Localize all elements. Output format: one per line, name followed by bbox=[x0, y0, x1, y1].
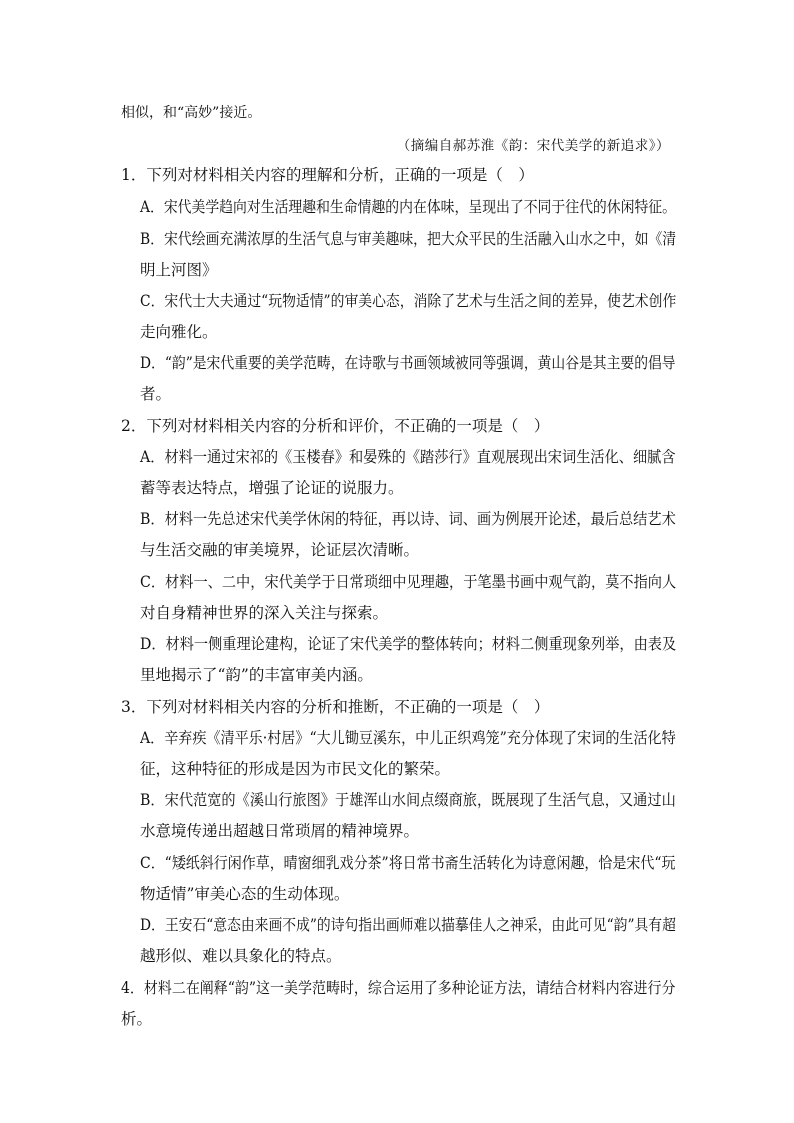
question-2-option-c-cont: 对自身精神世界的深入关注与探索。 bbox=[140, 604, 389, 622]
question-3-stem: 3．下列对材料相关内容的分析和推断，不正确的一项是（ ） bbox=[121, 698, 550, 716]
question-3-option-a: A．辛弃疾《清平乐·村居》“大儿锄豆溪东，中儿正织鸡笼”充分体现了宋词的生活化特 bbox=[140, 729, 676, 747]
question-2-stem: 2．下列对材料相关内容的分析和评价，不正确的一项是（ ） bbox=[121, 417, 550, 435]
source-citation: （摘编自郝苏淮《韵：宋代美学的新追求》） bbox=[396, 138, 670, 154]
question-1-option-d: D．“韵”是宋代重要的美学范畴，在诗歌与书画领域被同等强调，黄山谷是其主要的倡导 bbox=[140, 354, 676, 372]
question-3-option-d: D．王安石“意态由来画不成”的诗句指出画师难以描摹佳人之神采，由此可见“韵”具有超 bbox=[140, 916, 676, 934]
question-1-option-b-cont: 明上河图》 bbox=[140, 261, 218, 279]
question-2-option-d-cont: 里地揭示了“韵”的丰富审美内涵。 bbox=[140, 666, 373, 684]
question-1-option-c: C．宋代士大夫通过“玩物适情”的审美心态，消除了艺术与生活之间的差异，使艺术创作 bbox=[140, 292, 677, 310]
question-2-option-c: C．材料一、二中，宋代美学于日常琐细中见理趣，于笔墨书画中观气韵，莫不指向人 bbox=[140, 573, 677, 591]
question-2-option-a: A．材料一通过宋祁的《玉楼春》和晏殊的《踏莎行》直观展现出宋词生活化、细腻含 bbox=[140, 448, 676, 466]
question-2-option-b-cont: 与生活交融的审美境界，论证层次清晰。 bbox=[140, 541, 420, 559]
question-3-option-c-cont: 物适情”审美心态的生动体现。 bbox=[140, 885, 350, 903]
intro-line: 相似，和“高妙”接近。 bbox=[121, 105, 262, 121]
question-2-option-a-cont: 蓄等表达特点，增强了论证的说服力。 bbox=[140, 479, 404, 497]
question-3-option-b: B．宋代范宽的《溪山行旅图》于雄浑山水间点缀商旅，既展现了生活气息，又通过山 bbox=[140, 791, 676, 809]
question-1-option-b: B．宋代绘画充满浓厚的生活气息与审美趣味，把大众平民的生活融入山水之中，如《清 bbox=[140, 230, 677, 248]
question-4-stem: 4．材料二在阐释“韵”这一美学范畴时，综合运用了多种论证方法，请结合材料内容进行分 bbox=[121, 979, 676, 997]
question-4-stem-cont: 析。 bbox=[121, 1010, 153, 1028]
question-3-option-a-cont: 征，这种特征的形成是因为市民文化的繁荣。 bbox=[140, 760, 451, 778]
question-3-option-d-cont: 越形似、难以具象化的特点。 bbox=[140, 947, 342, 965]
question-1-stem: 1．下列对材料相关内容的理解和分析，正确的一项是（ ） bbox=[121, 166, 534, 184]
question-3-option-c: C．“矮纸斜行闲作草，晴窗细乳戏分茶”将日常书斋生活转化为诗意闲趣，恰是宋代“玩 bbox=[140, 854, 676, 872]
question-1-option-c-cont: 走向雅化。 bbox=[140, 323, 218, 341]
question-2-option-d: D．材料一侧重理论建构，论证了宋代美学的整体转向；材料二侧重现象列举，由表及 bbox=[140, 635, 677, 653]
question-1-option-a: A．宋代美学趋向对生活理趣和生命情趣的内在体味，呈现出了不同于往代的休闲特征。 bbox=[140, 198, 676, 216]
question-3-option-b-cont: 水意境传递出超越日常琐屑的精神境界。 bbox=[140, 822, 420, 840]
question-1-option-d-cont: 者。 bbox=[140, 385, 172, 403]
question-2-option-b: B．材料一先总述宋代美学休闲的特征，再以诗、词、画为例展开论述，最后总结艺术 bbox=[140, 510, 676, 528]
